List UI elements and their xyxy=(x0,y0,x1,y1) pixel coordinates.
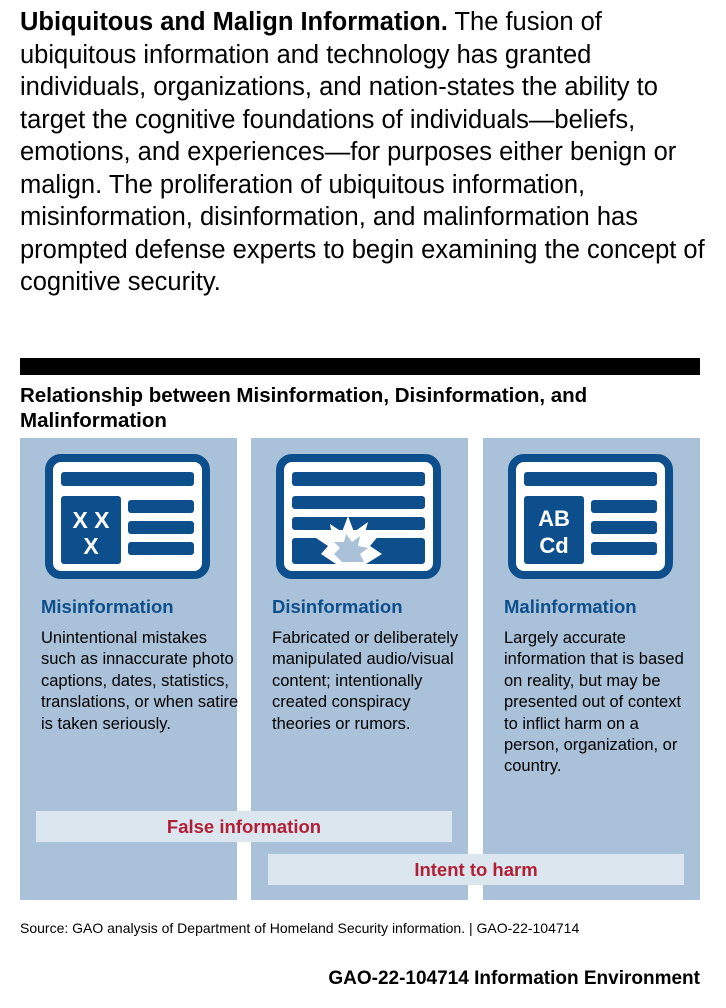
icon-glyph-row-2: X xyxy=(83,533,99,559)
figure-title: Relationship between Misinformation, Disinformation, and Malinformation xyxy=(20,384,588,432)
intro-paragraph xyxy=(20,6,710,299)
source-note: Source: GAO analysis of Department of Homeland Security information. | GAO-22-104714 xyxy=(20,920,580,936)
intent-to-harm-band: Intent to harm xyxy=(268,854,684,885)
malinformation-heading: Malinformation xyxy=(504,596,637,617)
section-rule xyxy=(20,358,700,375)
intro-body: The fusion of ubiquitous information and technology has granted individuals, organizations, and nation-states the ability to target the cognitive foundations of individuals—beliefs, emotions, and experiences—for purposes either benign or malign. The proliferation of ubiquitous information, misinformation, disinformation, and malinformation has prompted defense experts to begin examining the concept of cognitive security. xyxy=(20,8,705,296)
document-burst-icon xyxy=(276,454,441,579)
icon-glyph-row-2: Cd xyxy=(539,533,569,558)
misinformation-heading: Misinformation xyxy=(41,596,174,617)
false-information-band: False information xyxy=(36,811,452,842)
disinformation-text: Fabricated or deliberately manipulated audio/visual content; intentionally created conspiracy theories or rumors. xyxy=(272,629,459,733)
document-x-icon xyxy=(45,454,210,579)
page-footer: GAO-22-104714 Information Environment xyxy=(328,968,700,989)
disinformation-heading: Disinformation xyxy=(272,596,403,617)
malinformation-text: Largely accurate information that is based on reality, but may be presented out of context to inflict harm on a person, organization, or country. xyxy=(504,629,684,776)
document-letters-icon xyxy=(508,454,673,579)
misinformation-text: Unintentional mistakes such as innaccurate photo captions, dates, statistics, translations, or when satire is taken seriously. xyxy=(41,629,239,733)
malinformation-column xyxy=(483,438,700,900)
intro-lead: Ubiquitous and Malign Information. xyxy=(20,8,448,36)
icon-glyph-row-1: X X xyxy=(72,507,110,533)
icon-glyph-row-1: AB xyxy=(538,506,570,531)
